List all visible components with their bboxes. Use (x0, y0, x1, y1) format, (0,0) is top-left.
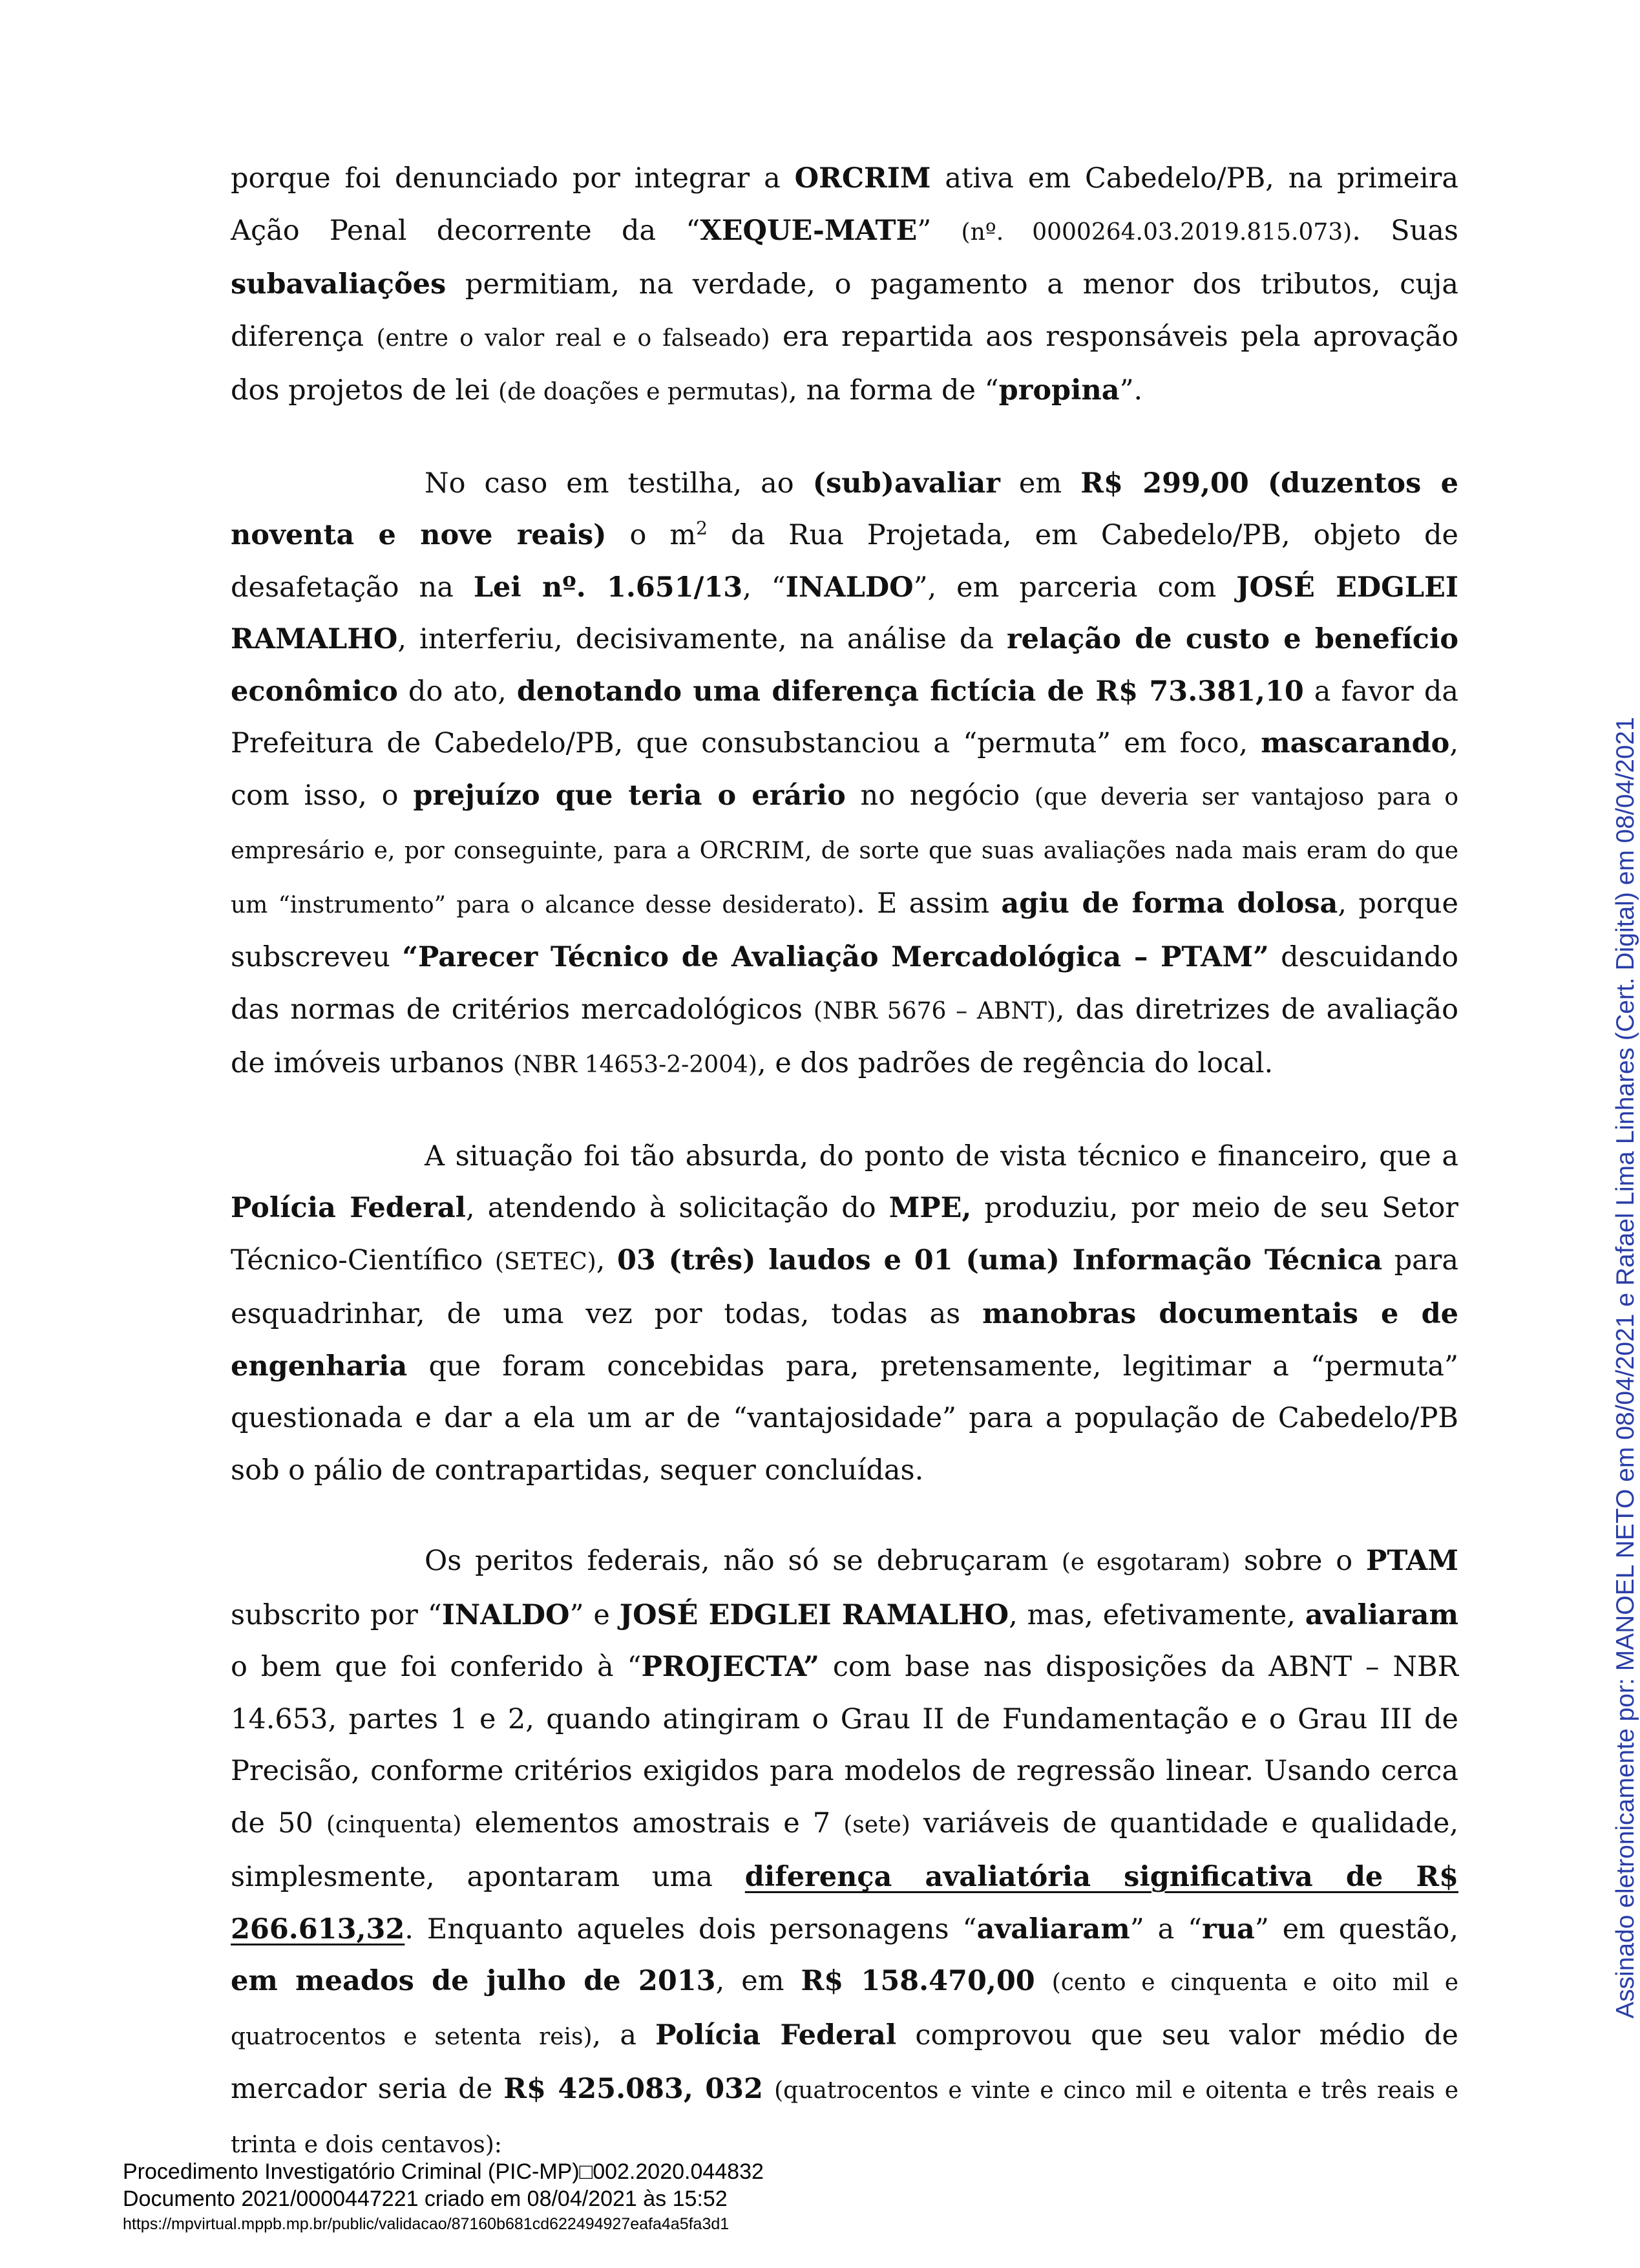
paragraph (231, 153, 1458, 419)
text-run: , “ (742, 571, 786, 604)
parenthetical-text: (cinquenta) (326, 1811, 462, 1838)
text-run: , com isso, o (231, 727, 1458, 812)
parenthetical-text: (SETEC) (494, 1248, 596, 1275)
text-run: subscrito por “ (231, 1598, 442, 1631)
bold-text: MPE, (888, 1192, 972, 1224)
bold-text: rua (1202, 1913, 1255, 1945)
text-run (763, 2073, 774, 2105)
parenthetical-text: (nº. 0000264.03.2019.815.073) (961, 218, 1352, 246)
text-run: Os peritos federais, não só se debruçaram (425, 1545, 1062, 1577)
bold-text: ORCRIM (794, 162, 931, 195)
text-run: . Enquanto aqueles dois personagens “ (405, 1913, 977, 1945)
bold-text: PROJECTA” (641, 1651, 819, 1683)
bold-text: R$ 158.470,00 (801, 1965, 1035, 1997)
text-run: com base nas disposições da ABNT – NBR 14.653, partes 1 e 2, quando atingiram o Grau II de Fundamentação e o Grau III de Precisão, conforme critérios exigidos para modelos de regressão linear. Usando cerca de 50 (231, 1651, 1458, 1839)
parenthetical-text: (sete) (843, 1811, 910, 1838)
bold-text: manobras documentais e de engenharia (231, 1298, 1458, 1383)
parenthetical-text: (de doações e permutas) (498, 379, 789, 405)
text-run: produziu, por meio de seu Setor Técnico-Científico (231, 1192, 1458, 1277)
text-run: . Suas (1352, 214, 1459, 247)
text-run: ” (917, 214, 962, 247)
paragraph (231, 1130, 1458, 1497)
text-run: a favor da Prefeitura de Cabedelo/PB, que consubstanciou a “permuta” em foco, (231, 675, 1458, 759)
text-run: , e dos padrões de regência do local. (757, 1047, 1274, 1079)
text-run: sobre o (1230, 1545, 1367, 1577)
bold-text: INALDO (785, 571, 914, 604)
text-run: permitiam, na verdade, o pagamento a menor dos tributos, cuja diferença (231, 268, 1458, 353)
bold-text: INALDO (441, 1598, 570, 1631)
text-run: ativa em Cabedelo/PB, na primeira Ação Penal decorrente da “ (231, 162, 1458, 247)
text-run: no negócio (845, 779, 1035, 812)
text-run: que foram concebidas para, pretensamente, legitimar a “permuta” questionada e dar a ela um ar de “vantajosidade” para a população de Cabedelo/PB sob o pálio de contrapartidas, sequer concluídas. (231, 1350, 1458, 1487)
text-run: porque foi denunciado por integrar a (231, 162, 795, 195)
text-run: comprovou que seu valor médio de mercador seria de (231, 2019, 1458, 2105)
text-run: , mas, efetivamente, (1009, 1598, 1305, 1631)
text-run: em (1000, 467, 1081, 500)
footer-procedure-line: Procedimento Investigatório Criminal (PIC-MP)□002.2020.044832 (123, 2159, 764, 2184)
text-run: elementos amostrais e 7 (461, 1807, 844, 1839)
parenthetical-text: (cento e cinquenta e oito mil e quatrocentos e setenta reis) (231, 1969, 1458, 2050)
text-run: No caso em testilha, ao (425, 467, 813, 500)
bold-text: propina (998, 374, 1120, 407)
text-run: o m (606, 519, 697, 551)
bold-text: avaliaram (976, 1913, 1130, 1945)
parenthetical-text: (NBR 5676 – ABNT) (813, 997, 1056, 1024)
text-run: A situação foi tão absurda, do ponto de vista técnico e financeiro, que a (425, 1139, 1458, 1172)
bold-text: JOSÉ EDGLEI RAMALHO (231, 571, 1459, 655)
text-run: ” e (569, 1598, 620, 1631)
text-run: . E assim (856, 887, 1002, 920)
bold-text: subavaliações (231, 268, 447, 301)
parenthetical-text: (NBR 14653-2-2004) (513, 1052, 757, 1078)
paragraph (231, 1535, 1458, 2171)
bold-text: R$ 299,00 (1080, 467, 1249, 500)
bold-text: JOSÉ EDGLEI RAMALHO (619, 1598, 1009, 1631)
bold-text: (sub)avaliar (812, 467, 1000, 500)
text-run: , na forma de “ (788, 374, 999, 407)
bold-text: Polícia Federal (655, 2019, 897, 2051)
underlined-bold-text: diferença avaliatória significativa de R$ 266.613,32 (231, 1861, 1459, 1945)
bold-text: (duzentos e noventa e nove reais) (231, 467, 1459, 551)
signature-stamp: Assinado eletronicamente por: MANOEL NETO em 08/04/2021 e Rafael Lima Linhares (Cert. Digital) em 08/04/2021 (1612, 717, 1639, 2019)
bold-text: prejuízo que teria o erário (413, 779, 846, 812)
parenthetical-text: (entre o valor real e o falseado) (376, 324, 770, 352)
document-body (231, 153, 1458, 2171)
text-run: ” a “ (1130, 1913, 1203, 1945)
bold-text: em meados de julho de 2013 (231, 1965, 716, 1997)
superscript: 2 (696, 517, 708, 539)
bold-text: PTAM (1366, 1545, 1458, 1577)
text-run: , porque subscreveu (231, 887, 1458, 973)
bold-text: relação de custo e benefício econômico (231, 623, 1458, 708)
bold-text: R$ 425.083, 032 (503, 2073, 763, 2105)
text-run: , atendendo à solicitação do (466, 1192, 889, 1224)
text-run: variáveis de quantidade e qualidade, simplesmente, apontaram uma (231, 1807, 1459, 1893)
bold-text: Lei nº. 1.651/13 (473, 571, 743, 604)
text-run: , em (715, 1965, 801, 1997)
text-run: ” em questão, (1254, 1913, 1458, 1945)
text-run: ”, em parceria com (913, 571, 1237, 604)
text-run: o bem que foi conferido à “ (231, 1651, 642, 1683)
parenthetical-text: (que deveria ser vantajoso para o empresário e, por conseguinte, para a ORCRIM, de sorte que suas avaliações nada mais eram do que um “instrumento” para o alcance desse desiderato) (231, 783, 1458, 918)
bold-text: Polícia Federal (231, 1192, 467, 1224)
text-run: do ato, (397, 675, 517, 708)
text-run (1035, 1965, 1052, 1997)
text-run (1249, 467, 1268, 500)
text-run: da Rua Projetada, em Cabedelo/PB, objeto de desafetação na (231, 519, 1458, 604)
bold-text: mascarando (1261, 727, 1450, 759)
text-run: descuidando das normas de critérios mercadológicos (231, 941, 1458, 1026)
footer-document-line: Documento 2021/0000447221 criado em 08/04/2021 às 15:52 (123, 2187, 728, 2211)
parenthetical-text: (e esgotaram) (1061, 1549, 1231, 1576)
bold-text: “Parecer Técnico de Avaliação Mercadológica – PTAM” (402, 941, 1269, 973)
parenthetical-text: (quatrocentos e vinte e cinco mil e oitenta e três reais e trinta e dois centavos): (231, 2077, 1459, 2158)
footer-validation-url[interactable]: https://mpvirtual.mppb.mp.br/public/validacao/87160b681cd622494927eafa4a5fa3d1 (123, 2215, 730, 2233)
text-run: , a (592, 2019, 656, 2051)
text-run: para esquadrinhar, de uma vez por todas, todas as (231, 1244, 1458, 1330)
text-run: , das diretrizes de avaliação de imóveis urbanos (231, 993, 1458, 1079)
text-run: , (596, 1244, 617, 1277)
text-run: era repartida aos responsáveis pela aprovação dos projetos de lei (231, 320, 1458, 407)
document-footer (123, 2158, 764, 2236)
bold-text: avaliaram (1305, 1598, 1459, 1631)
bold-text: 03 (três) laudos e 01 (uma) Informação Técnica (616, 1244, 1383, 1277)
bold-text: agiu de forma dolosa (1001, 887, 1338, 920)
text-run: , interferiu, decisivamente, na análise da (397, 623, 1007, 655)
bold-text: denotando uma diferença fictícia de R$ 73.381,10 (516, 675, 1304, 708)
text-run: ”. (1119, 374, 1143, 407)
paragraph (231, 458, 1458, 1092)
bold-text: XEQUE-MATE (700, 214, 918, 247)
